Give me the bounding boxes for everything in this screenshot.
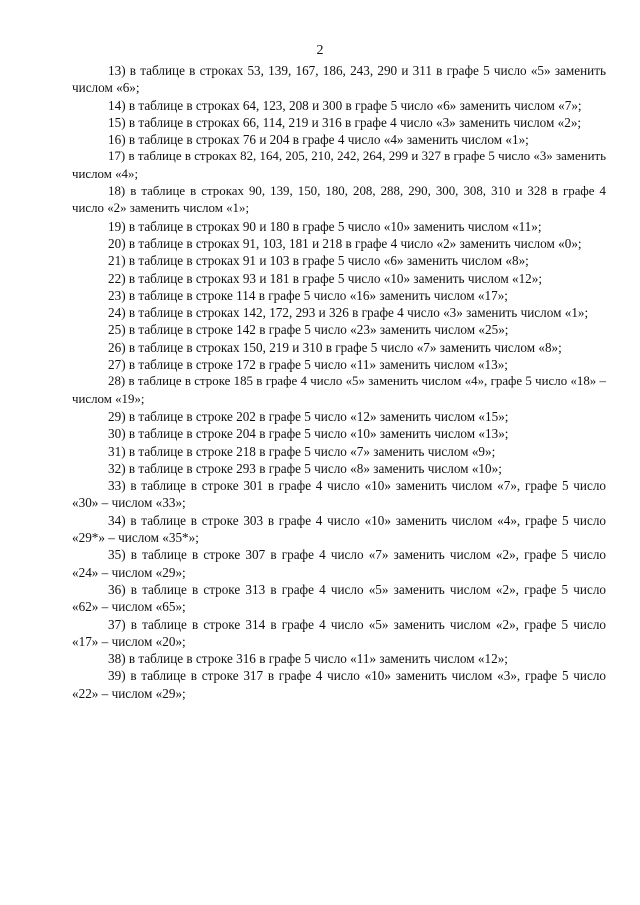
- amendment-item-17: 17) в таблице в строках 82, 164, 205, 210, 242, 264, 299 и 327 в графе 5 число «3» заменить числом «4»;: [72, 149, 606, 181]
- amendment-item-16: 16) в таблице в строках 76 и 204 в графе 4 число «4» заменить числом «1»;: [108, 132, 529, 148]
- amendment-item-37: 37) в таблице в строке 314 в графе 4 число «5» заменить числом «2», графе 5 число «17» – числом «20»;: [72, 616, 606, 649]
- amendment-item-27: 27) в таблице в строке 172 в графе 5 число «11» заменить числом «13»;: [108, 357, 508, 373]
- amendment-item-36: 36) в таблице в строке 313 в графе 4 число «5» заменить числом «2», графе 5 число «62» – числом «65»;: [72, 581, 606, 615]
- amendment-item-21: 21) в таблице в строках 91 и 103 в графе 5 число «6» заменить числом «8»;: [108, 253, 529, 269]
- amendment-item-24: 24) в таблице в строках 142, 172, 293 и 326 в графе 4 число «3» заменить числом «1»;: [108, 305, 589, 321]
- amendment-item-35: 35) в таблице в строке 307 в графе 4 число «7» заменить числом «2», графе 5 число «24» – числом «29»;: [72, 547, 606, 580]
- amendment-item-15: 15) в таблице в строках 66, 114, 219 и 316 в графе 4 число «3» заменить числом «2»;: [108, 114, 582, 130]
- amendment-item-30: 30) в таблице в строке 204 в графе 5 число «10» заменить числом «13»;: [108, 426, 509, 442]
- amendment-item-13: 13) в таблице в строках 53, 139, 167, 186, 243, 290 и 311 в графе 5 число «5» заменить числом «6»;: [72, 63, 606, 96]
- amendment-item-26: 26) в таблице в строках 150, 219 и 310 в графе 5 число «7» заменить числом «8»;: [108, 339, 562, 355]
- amendment-item-38: 38) в таблице в строке 316 в графе 5 число «11» заменить числом «12»;: [108, 651, 508, 667]
- amendment-item-19: 19) в таблице в строках 90 и 180 в графе 5 число «10» заменить числом «11»;: [108, 218, 542, 234]
- amendment-item-25: 25) в таблице в строке 142 в графе 5 число «23» заменить числом «25»;: [108, 322, 509, 338]
- amendment-item-29: 29) в таблице в строке 202 в графе 5 число «12» заменить числом «15»;: [108, 408, 509, 424]
- amendment-item-18: 18) в таблице в строках 90, 139, 150, 180, 208, 288, 290, 300, 308, 310 и 328 в графе 4 число «2» заменить числом «1»;: [72, 184, 606, 216]
- amendment-item-14: 14) в таблице в строках 64, 123, 208 и 300 в графе 5 число «6» заменить числом «7»;: [108, 97, 582, 113]
- amendment-item-32: 32) в таблице в строке 293 в графе 5 число «8» заменить числом «10»;: [108, 460, 502, 476]
- amendment-item-39: 39) в таблице в строке 317 в графе 4 число «10» заменить числом «3», графе 5 число «22» – числом «29»;: [72, 668, 606, 701]
- amendment-list: [72, 62, 606, 702]
- amendment-item-20: 20) в таблице в строках 91, 103, 181 и 218 в графе 4 число «2» заменить числом «0»;: [108, 235, 582, 251]
- page-number: 2: [316, 43, 324, 58]
- amendment-item-31: 31) в таблице в строке 218 в графе 5 число «7» заменить числом «9»;: [108, 443, 496, 459]
- amendment-item-33: 33) в таблице в строке 301 в графе 4 число «10» заменить числом «7», графе 5 число «30» – числом «33»;: [72, 478, 606, 511]
- amendment-item-23: 23) в таблице в строке 114 в графе 5 число «16» заменить числом «17»;: [108, 287, 508, 303]
- amendment-item-34: 34) в таблице в строке 303 в графе 4 число «10» заменить числом «4», графе 5 число «29*» – числом «35*»;: [72, 512, 606, 546]
- amendment-item-22: 22) в таблице в строках 93 и 181 в графе 5 число «10» заменить числом «12»;: [108, 270, 543, 286]
- amendment-item-28: 28) в таблице в строке 185 в графе 4 число «5» заменить числом «4», графе 5 число «18» – числом «19»;: [72, 374, 606, 406]
